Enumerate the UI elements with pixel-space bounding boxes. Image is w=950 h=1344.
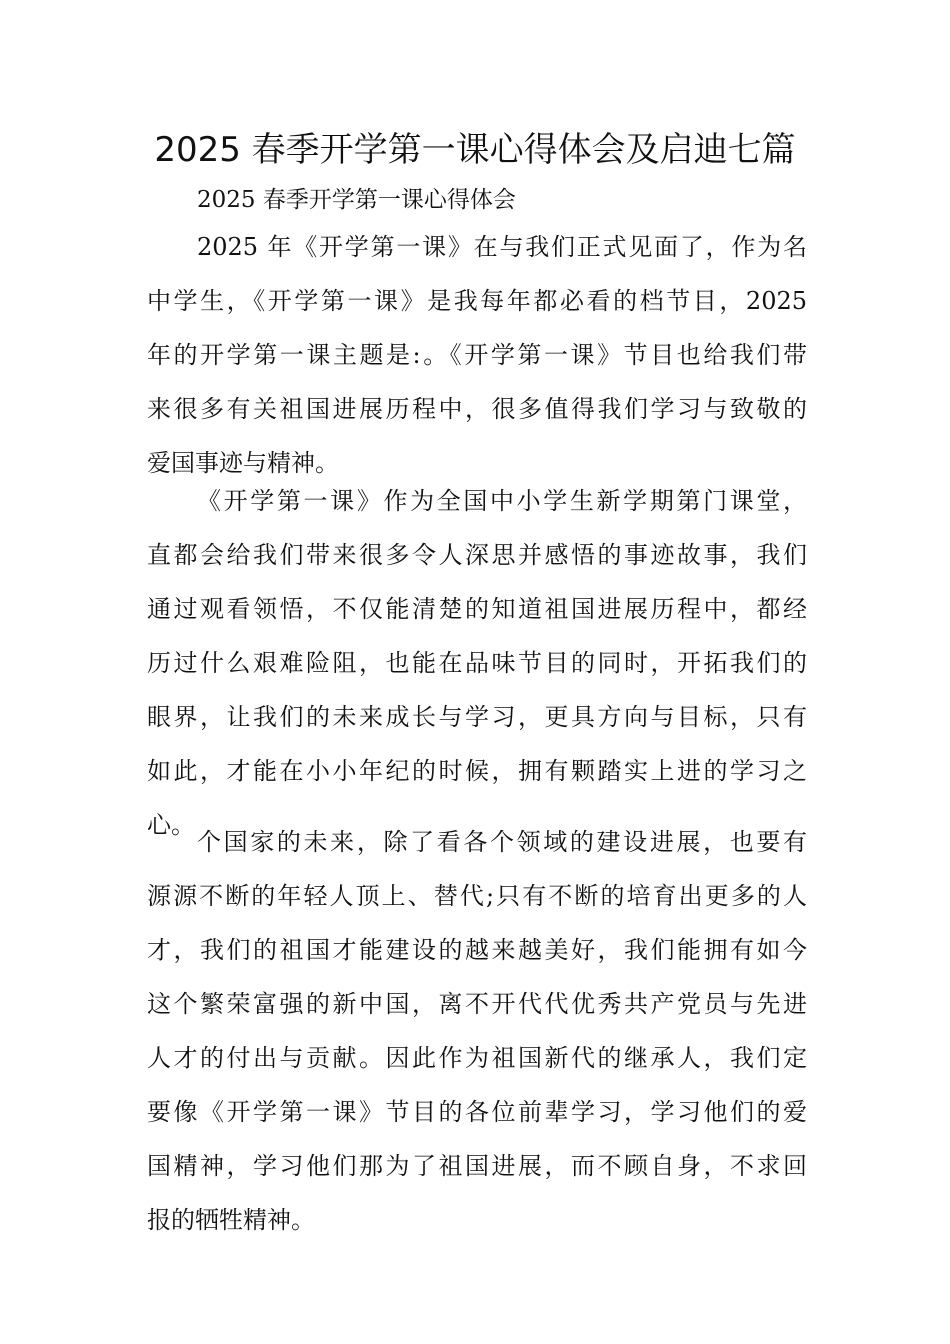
paragraph-line: 中学生，《开学第一课》是我每年都必看的档节目，2025 — [147, 287, 807, 315]
paragraph-line: 通过观看领悟，不仅能清楚的知道祖国进展历程中，都经 — [147, 595, 807, 623]
paragraph-line: 个国家的未来，除了看各个领域的建设进展，也要有 — [197, 828, 807, 856]
paragraph-line: 《开学第一课》作为全国中小学生新学期第门课堂， — [197, 487, 807, 515]
paragraph-line: 国精神，学习他们那为了祖国进展，而不顾自身，不求回 — [147, 1152, 807, 1180]
paragraph-3 — [147, 815, 807, 1247]
paragraph-line: 报的牺牲精神。 — [147, 1206, 315, 1234]
paragraph-1 — [147, 220, 807, 490]
section-heading: 2025 春季开学第一课心得体会 — [197, 187, 516, 213]
paragraph-line: 人才的付出与贡献。因此作为祖国新代的继承人，我们定 — [147, 1044, 807, 1072]
paragraph-line: 直都会给我们带来很多令人深思并感悟的事迹故事，我们 — [147, 541, 807, 569]
document-title: 2025 春季开学第一课心得体会及启迪七篇 — [154, 130, 796, 170]
paragraph-line: 才，我们的祖国才能建设的越来越美好，我们能拥有如今 — [147, 936, 807, 964]
paragraph-line: 心。 — [147, 811, 195, 839]
paragraph-line: 如此，才能在小小年纪的时候，拥有颗踏实上进的学习之 — [147, 757, 807, 785]
paragraph-line: 年的开学第一课主题是:。《开学第一课》节目也给我们带 — [147, 341, 807, 369]
paragraph-2 — [147, 474, 807, 852]
paragraph-line: 要像《开学第一课》节目的各位前辈学习，学习他们的爱 — [147, 1098, 807, 1126]
paragraph-line: 来很多有关祖国进展历程中，很多值得我们学习与致敬的 — [147, 395, 807, 423]
paragraph-line: 这个繁荣富强的新中国，离不开代代优秀共产党员与先进 — [147, 990, 807, 1018]
paragraph-line: 源源不断的年轻人顶上、替代;只有不断的培育出更多的人 — [147, 882, 807, 910]
paragraph-line: 历过什么艰难险阻，也能在品味节目的同时，开拓我们的 — [147, 649, 807, 677]
paragraph-line: 爱国事迹与精神。 — [147, 449, 339, 477]
paragraph-line: 眼界，让我们的未来成长与学习，更具方向与目标，只有 — [147, 703, 807, 731]
paragraph-line: 2025 年《开学第一课》在与我们正式见面了，作为名 — [197, 233, 807, 261]
